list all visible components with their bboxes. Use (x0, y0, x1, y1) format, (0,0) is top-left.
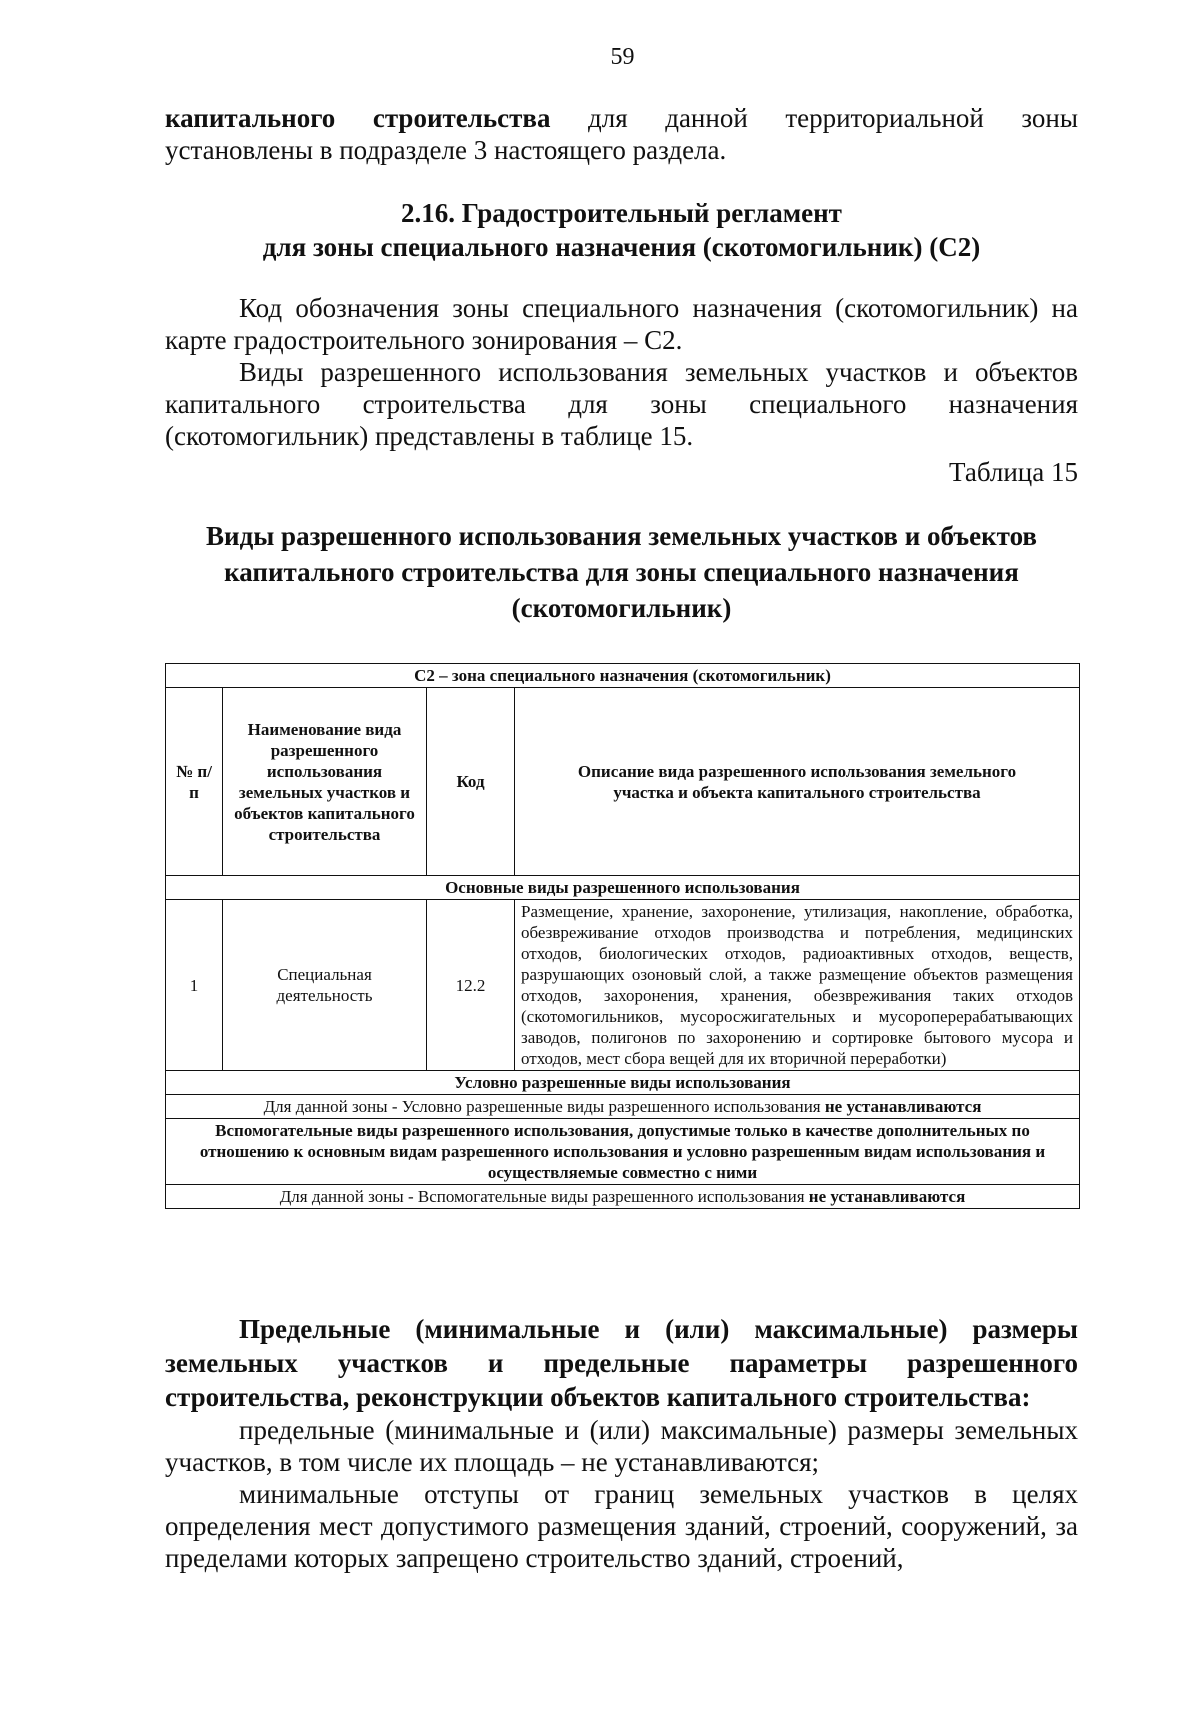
table-title-line-2: капитального строительства для зоны специального назначения (224, 557, 1019, 587)
section-main-title: Основные виды разрешенного использования (166, 876, 1080, 900)
paragraph-zone-code: Код обозначения зоны специального назначения (скотомогильник) на карте градостроительного зонирования – С2. (165, 293, 1078, 355)
upper-content (165, 102, 1078, 626)
limits-title: Предельные (минимальные и (или) максимальные) размеры земельных участков и предельные параметры разрешенного строительства, реконструкции объектов капитального строительства: (165, 1314, 1078, 1412)
section-row-auxiliary (166, 1119, 1080, 1185)
zone-header: С2 – зона специального назначения (скотомогильник) (166, 664, 1080, 688)
auxiliary-note-text: Для данной зоны - Вспомогательные виды разрешенного использования (279, 1187, 809, 1206)
row-code: 12.2 (427, 900, 515, 1071)
section-heading (165, 196, 1078, 264)
section-heading-line-1: 2.16. Градостроительный регламент (401, 198, 842, 228)
page-number: 59 (610, 44, 635, 70)
limits-paragraph-1: предельные (минимальные и (или) максимальные) размеры земельных участков, в том числе их площадь – не устанавливаются; (165, 1415, 1078, 1477)
limits-paragraph-2: минимальные отступы от границ земельных участков в целях определения мест допустимого размещения зданий, строений, сооружений, за пределами которых запрещено строительство зданий, строений, (165, 1479, 1078, 1573)
section-auxiliary-title: Вспомогательные виды разрешенного использования, допустимые только в качестве дополнительных по отношению к основным видам разрешенного использования и условно разрешенным видам использования и осуществляемые совместно с ними (166, 1119, 1080, 1185)
conditional-note-row (166, 1095, 1080, 1119)
table-title-line-3: (скотомогильник) (511, 593, 732, 623)
row-name: Специальная деятельность (223, 900, 427, 1071)
intro-line-1 (165, 102, 1078, 134)
column-header-number: № п/п (166, 688, 223, 876)
table-column-header-row (166, 688, 1080, 876)
conditional-note (166, 1095, 1080, 1119)
paragraph-uses-intro: Виды разрешенного использования земельных участков и объектов капитального строительства для зоны специального назначения (скотомогильник) представлены в таблице 15. (165, 357, 1078, 451)
row-description: Размещение, хранение, захоронение, утилизация, накопление, обработка, обезвреживание отходов производства и потребления, медицинских отходов, биологических отходов, радиоактивных отходов, веществ, разрушающих озоновый слой, а также размещение объектов размещения отходов, захоронения, хранения, обезвреживания таких отходов (скотомогильников, мусоросжигательных и мусороперерабатывающих заводов, полигонов по захоронению и сортировке бытового мусора и отходов, мест сбора вещей для их вторичной переработки) (515, 900, 1080, 1071)
section-row-main (166, 876, 1080, 900)
column-header-name: Наименование вида разрешенного использования земельных участков и объектов капитального строительства (223, 688, 427, 876)
table-zone-header-row (166, 664, 1080, 688)
conditional-note-bold: не устанавливаются (824, 1097, 982, 1116)
table-title (165, 518, 1078, 626)
intro-bold: капитального строительства (165, 103, 551, 133)
intro-line-2: установлены в подразделе 3 настоящего раздела. (165, 135, 727, 165)
section-heading-line-2: для зоны специального назначения (скотомогильник) (С2) (262, 232, 981, 262)
auxiliary-note-row (166, 1185, 1080, 1209)
section-conditional-title: Условно разрешенные виды использования (166, 1071, 1080, 1095)
table-title-line-1: Виды разрешенного использования земельных участков и объектов (206, 521, 1037, 551)
auxiliary-note (166, 1185, 1080, 1209)
row-number: 1 (166, 900, 223, 1071)
table-row (166, 900, 1080, 1071)
intro-rest: для данной территориальной зоны (550, 103, 1078, 133)
table-label: Таблица 15 (949, 457, 1078, 487)
column-header-code: Код (427, 688, 515, 876)
conditional-note-text: Для данной зоны - Условно разрешенные виды разрешенного использования (263, 1097, 825, 1116)
section-row-conditional (166, 1071, 1080, 1095)
lower-content (165, 1312, 1078, 1574)
permitted-uses-table (165, 663, 1080, 1209)
auxiliary-note-bold: не устанавливаются (808, 1187, 966, 1206)
column-header-description: Описание вида разрешенного использования земельного участка и объекта капитального строительства (515, 688, 1080, 876)
